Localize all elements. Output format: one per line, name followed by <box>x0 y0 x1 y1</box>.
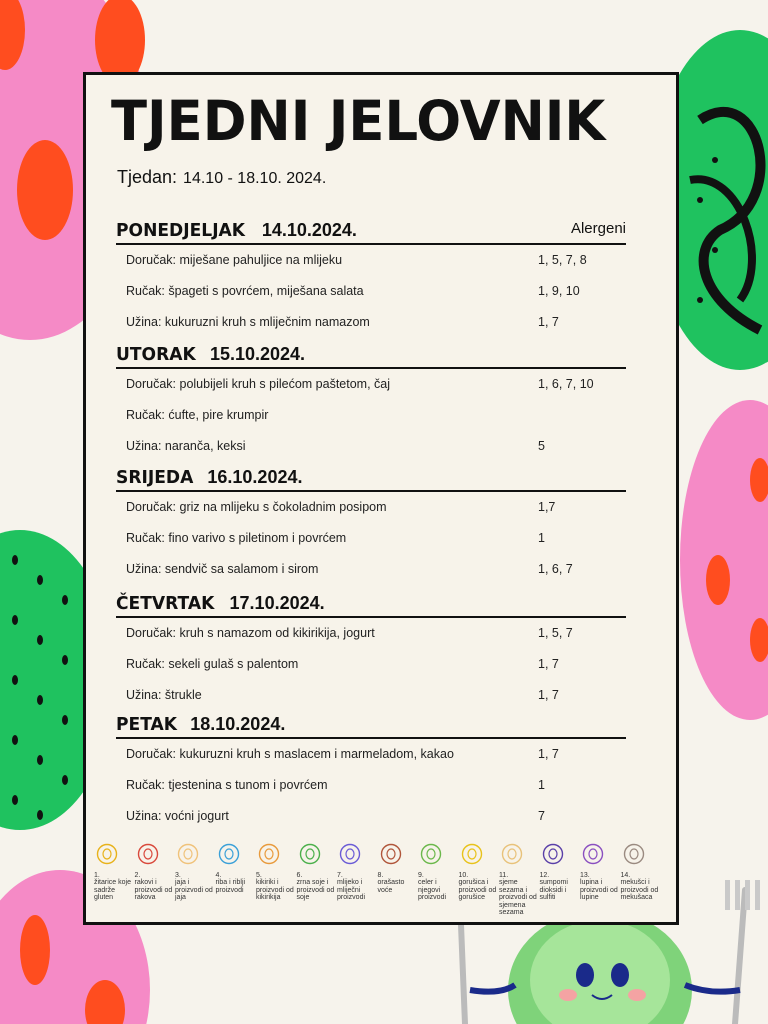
week-label: Tjedan: <box>117 167 178 187</box>
meal-allergens: 1, 6, 7, 10 <box>538 377 594 391</box>
meal-row <box>116 739 626 770</box>
day-date: 18.10.2024. <box>190 714 286 734</box>
meal-text: Ručak: sekeli gulaš s palentom <box>126 657 299 671</box>
legend-number: 5. <box>256 871 262 879</box>
meal-allergens: 7 <box>538 809 545 823</box>
meal-allergens: 1, 7 <box>538 747 559 761</box>
legend-text: mekušci i proizvodi od mekušaca <box>620 879 659 901</box>
day-date: 14.10.2024. <box>261 220 357 240</box>
day-name: UTORAK <box>116 344 196 365</box>
meal-allergens: 1, 9, 10 <box>538 284 580 298</box>
legend-item <box>175 843 216 917</box>
meal-allergens: 1, 5, 7, 8 <box>538 253 587 267</box>
meal-text: Užina: voćni jogurt <box>126 809 229 823</box>
legend-number: 7. <box>337 871 343 879</box>
meal-row <box>116 369 626 400</box>
legend-item <box>540 843 581 917</box>
day-header <box>116 215 626 245</box>
legend-text: jaja i proizvodi od jaja <box>175 879 213 901</box>
meal-allergens: 1, 7 <box>538 657 559 671</box>
day-header <box>116 588 626 618</box>
meal-text: Ručak: ćufte, pire krumpir <box>126 408 269 422</box>
legend-item <box>621 843 662 917</box>
week-range <box>117 167 326 188</box>
meal-text: Doručak: griz na mlijeku s čokoladnim posipom <box>126 500 387 514</box>
legend-number: 2. <box>134 871 141 879</box>
fish-icon <box>218 843 240 865</box>
soy-icon <box>299 843 321 865</box>
meal-text: Doručak: kruh s namazom od kikirikija, jogurt <box>126 626 375 640</box>
legend-item <box>135 843 176 917</box>
meal-text: Doručak: miješane pahuljice na mlijeku <box>126 253 343 267</box>
meal-row <box>116 680 626 711</box>
mustard-icon <box>461 843 483 865</box>
day-name: PONEDJELJAK <box>116 220 246 241</box>
meal-text: Užina: sendvič sa salamom i sirom <box>126 562 319 576</box>
meal-text: Ručak: fino varivo s piletinom i povrćem <box>126 531 347 545</box>
legend-number: 10. <box>458 871 469 879</box>
meal-text: Užina: štrukle <box>126 688 202 702</box>
legend-item <box>216 843 257 917</box>
day-date: 16.10.2024. <box>207 467 303 487</box>
shell-icon <box>623 843 645 865</box>
meal-row <box>116 554 626 585</box>
legend-item <box>378 843 419 917</box>
meal-row <box>116 618 626 649</box>
legend-number: 3. <box>175 871 181 879</box>
celery-icon <box>420 843 442 865</box>
menu-card <box>83 72 679 925</box>
peanut-icon <box>258 843 280 865</box>
legend-item <box>580 843 621 917</box>
legend-text: rakovi i proizvodi od rakova <box>134 879 173 901</box>
legend-text: gorušica i proizvodi od gorušice <box>458 879 497 901</box>
legend-text: riba i riblji proizvodi <box>215 879 246 894</box>
legend-item <box>418 843 459 917</box>
legend-text: lupina i proizvodi od lupine <box>580 879 618 901</box>
legend-text: žitarice koje sadrže gluten <box>94 879 131 901</box>
meal-allergens: 1, 6, 7 <box>538 562 573 576</box>
legend-item <box>459 843 500 917</box>
legend-number: 9. <box>418 871 424 879</box>
meal-allergens: 1 <box>538 778 545 792</box>
week-dates: 14.10 - 18.10. 2024. <box>183 170 327 187</box>
legend-number: 14. <box>620 871 631 879</box>
day-name: ČETVRTAK <box>116 593 215 614</box>
legend-number: 6. <box>296 871 303 879</box>
day-date: 17.10.2024. <box>229 593 325 613</box>
meal-text: Užina: naranča, keksi <box>126 439 246 453</box>
legend-text: zrna soje i proizvodi od soje <box>296 879 335 901</box>
legend-item <box>499 843 540 917</box>
day-friday <box>116 709 626 832</box>
meal-allergens: 1, 7 <box>538 315 559 329</box>
day-header <box>116 709 626 739</box>
meal-row <box>116 649 626 680</box>
legend-text: orašasto voće <box>377 879 405 894</box>
meal-row <box>116 801 626 832</box>
sulfite-icon <box>542 843 564 865</box>
meal-allergens: 1, 5, 7 <box>538 626 573 640</box>
lupin-icon <box>582 843 604 865</box>
legend-item <box>297 843 338 917</box>
egg-icon <box>177 843 199 865</box>
meal-row <box>116 492 626 523</box>
meal-row <box>116 245 626 276</box>
legend-number: 4. <box>215 871 222 879</box>
meal-row <box>116 523 626 554</box>
legend-number: 12. <box>539 871 550 879</box>
legend-number: 11. <box>499 871 509 879</box>
legend-text: kikiriki i proizvodi od kikirikija <box>256 879 294 901</box>
page-title: TJEDNI JELOVNIK <box>111 89 606 153</box>
sesame-icon <box>501 843 523 865</box>
meal-text: Doručak: polubijeli kruh s pilećom paštetom, čaj <box>126 377 391 391</box>
day-name: SRIJEDA <box>116 467 194 488</box>
legend-item <box>256 843 297 917</box>
meal-text: Ručak: špageti s povrćem, miješana salata <box>126 284 364 298</box>
meal-text: Doručak: kukuruzni kruh s maslacem i marmeladom, kakao <box>126 747 454 761</box>
day-date: 15.10.2024. <box>209 344 306 364</box>
nut-icon <box>380 843 402 865</box>
meal-text: Užina: kukuruzni kruh s mliječnim namazom <box>126 315 370 329</box>
meal-text: Ručak: tjestenina s tunom i povrćem <box>126 778 328 792</box>
allergen-header: Alergeni <box>570 220 626 237</box>
meal-allergens: 1,7 <box>538 500 556 514</box>
day-name: PETAK <box>116 714 178 735</box>
milk-icon <box>339 843 361 865</box>
legend-text: sumpomi dioksidi i sulfiti <box>539 879 568 901</box>
legend-item <box>337 843 378 917</box>
day-tuesday <box>116 339 626 462</box>
legend-number: 1. <box>94 871 100 879</box>
meal-row <box>116 276 626 307</box>
meal-allergens: 1 <box>538 531 545 545</box>
day-monday <box>116 215 626 338</box>
legend-number: 8. <box>377 871 384 879</box>
meal-row <box>116 307 626 338</box>
day-header <box>116 339 626 369</box>
legend-text: sjeme sezama i proizvodi od sjemena sezama <box>499 879 537 916</box>
crab-icon <box>137 843 159 865</box>
grain-icon <box>96 843 118 865</box>
day-thursday <box>116 588 626 711</box>
meal-row <box>116 770 626 801</box>
legend-text: mlijeko i mliječni proizvodi <box>337 879 366 901</box>
meal-allergens: 1, 7 <box>538 688 559 702</box>
day-header <box>116 462 626 492</box>
allergen-legend <box>94 843 664 917</box>
legend-text: celer i njegovi proizvodi <box>418 879 447 901</box>
meal-row <box>116 400 626 431</box>
meal-allergens: 5 <box>538 439 545 453</box>
legend-item <box>94 843 135 917</box>
day-wednesday <box>116 462 626 585</box>
legend-number: 13. <box>580 871 590 879</box>
meal-row <box>116 431 626 462</box>
